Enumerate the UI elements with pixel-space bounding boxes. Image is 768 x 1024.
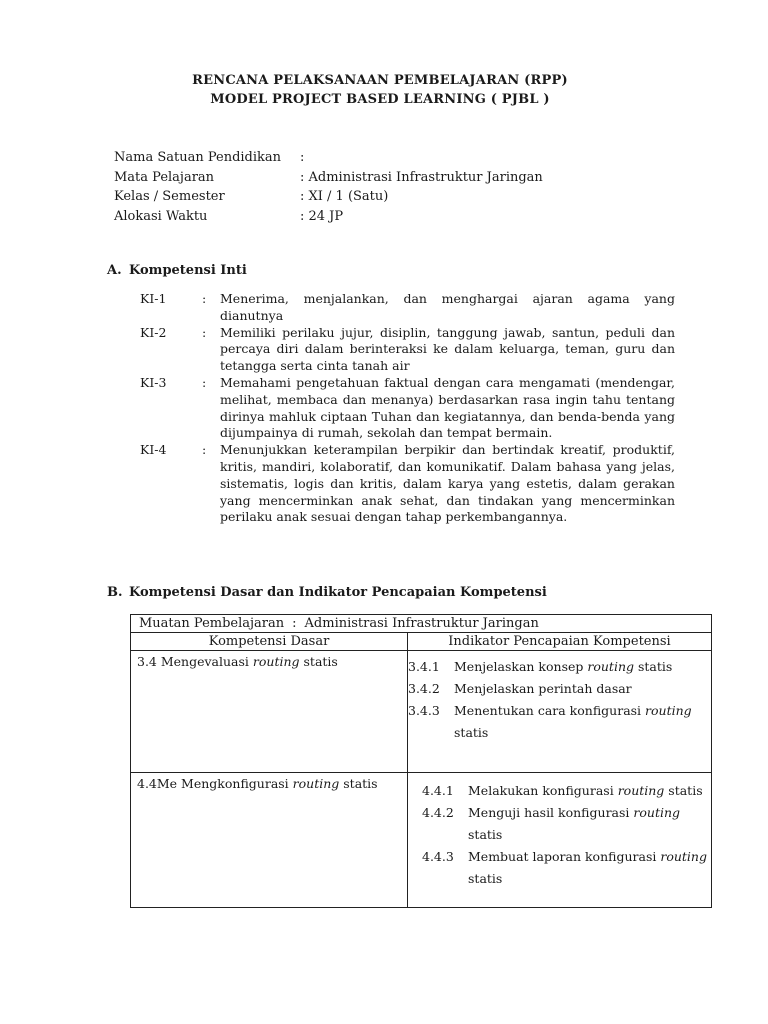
indicator-item [422,780,711,802]
ki-text: Menerima, menjalankan, dan menghargai ajaran agama yang dianutnya [220,291,675,323]
column-header-ipk: Indikator Pencapaian Kompetensi [408,633,712,651]
indicator-text-italic: routing [645,703,692,718]
indicator-number: 4.4.3 [422,849,454,864]
indicator-text-italic: routing [617,783,665,798]
indicator-item [422,846,711,890]
indicator-number: 3.4.2 [408,681,440,696]
meta-value: : [300,150,305,165]
indicator-text [468,802,711,846]
ki-code: KI-3 [140,374,167,390]
meta-row-mapel [114,168,543,188]
meta-label: Mata Pelajaran [114,169,215,185]
muatan-label: Muatan Pembelajaran [139,616,285,631]
ki-separator: : [202,291,207,306]
section-a-heading [107,263,247,278]
section-letter: A. [107,263,122,278]
meta-label: Kelas / Semester [114,189,225,204]
kompetensi-inti-list [140,291,675,526]
indicator-text-italic: routing [660,849,707,864]
indicator-text-part: Menjelaskan perintah dasar [454,681,632,696]
ki-separator: : [202,324,207,340]
indicator-text-part: statis [468,871,503,886]
meta-value: : XI / 1 (Satu) [300,189,389,204]
kd-text: statis [299,654,338,669]
indicator-list [408,773,711,890]
kd-text-italic: routing [252,654,300,669]
kompetensi-dasar-table [130,614,712,908]
ki-row [140,442,675,526]
indicator-text-part: statis [468,827,503,842]
indicator-text-part: Menjelaskan konsep [454,659,588,674]
muatan-cell [131,615,712,633]
indicator-item [408,656,711,678]
ki-row [140,375,675,442]
kd-text: statis [339,776,378,791]
meta-row-alokasi [114,207,543,227]
kd-cell [131,773,408,908]
indicator-text-part: Menentukan cara konfigurasi [454,703,646,718]
kd-text: 3.4 Mengevaluasi [137,654,253,669]
section-letter: B. [107,585,123,600]
ki-separator: : [202,442,207,458]
indicator-text [454,700,711,744]
ki-row [140,291,675,325]
meta-row-satuan [114,148,543,168]
indicator-text-italic: routing [633,805,681,820]
indicator-number: 4.4.2 [422,805,454,820]
meta-label: Nama Satuan Pendidikan [114,150,282,165]
ki-row [140,325,675,375]
kd-text: 4.4Me Mengkonfigurasi [137,776,293,791]
indicator-text-part: statis [634,659,673,674]
meta-label: Alokasi Waktu [114,208,208,224]
kd-cell [131,651,408,773]
indicator-text [454,656,711,678]
indicator-text-part: Melakukan konfigurasi [468,783,618,798]
ipk-cell [408,651,712,773]
ki-text: Memiliki perilaku jujur, disiplin, tanggung jawab, santun, peduli dan percaya diri dalam berinteraksi ke dalam keluarga, teman, guru dan tetangga serta cinta tanah air [220,324,675,374]
section-title: Kompetensi Dasar dan Indikator Pencapaian Kompetensi [129,585,547,600]
indicator-text [454,678,711,700]
ki-code: KI-4 [140,442,167,458]
indicator-text [468,780,711,802]
muatan-value: Administrasi Infrastruktur Jaringan [304,616,539,631]
indicator-text [468,846,711,890]
indicator-list [408,651,711,744]
meta-value: : 24 JP [300,208,344,224]
column-header-kd: Kompetensi Dasar [131,633,408,651]
table-row [131,651,712,773]
indicator-item [408,700,711,744]
identity-block [114,148,543,226]
indicator-text-part: Menguji hasil konfigurasi [468,805,634,820]
indicator-text-part: statis [664,783,703,798]
muatan-separator: : [292,616,297,631]
ki-code: KI-2 [140,324,167,340]
indicator-text-part: Membuat laporan konfigurasi [468,849,661,864]
indicator-number: 3.4.3 [408,703,440,718]
indicator-number: 3.4.1 [408,659,440,674]
table-row [131,773,712,908]
ki-text: Memahami pengetahuan faktual dengan cara mengamati (mendengar, melihat, membaca dan menanya) berdasarkan rasa ingin tahu tentang dirinya mahluk ciptaan Tuhan dan kegiatannya, dan benda-benda yang dijumpainya di rumah, sekolah dan tempat bermain. [220,374,675,441]
indicator-text-italic: routing [587,659,634,674]
indicator-item [422,802,711,846]
kd-text-italic: routing [292,776,340,791]
indicator-item [408,678,711,700]
meta-row-kelas [114,187,543,207]
ki-separator: : [202,374,207,390]
ki-code: KI-1 [140,291,167,306]
ki-text: Menunjukkan keterampilan berpikir dan bertindak kreatif, produktif, kritis, mandiri, kolaboratif, dan komunikatif. Dalam bahasa yang jelas, sistematis, logis dan kritis, dalam karya yang estetis, dalam gerakan yang mencerminkan anak sehat, dan tindakan yang mencerminkan perilaku anak sesuai dengan tahap perkembangannya. [220,442,675,525]
meta-value: : Administrasi Infrastruktur Jaringan [300,169,543,185]
document-subtitle: MODEL PROJECT BASED LEARNING ( PJBL ) [210,92,550,107]
document-title: RENCANA PELAKSANAAN PEMBELAJARAN (RPP) [192,73,568,88]
section-title: Kompetensi Inti [129,263,247,278]
ipk-cell [408,773,712,908]
section-b-heading [107,585,547,600]
indicator-text-part: statis [454,725,489,740]
indicator-number: 4.4.1 [422,783,454,798]
